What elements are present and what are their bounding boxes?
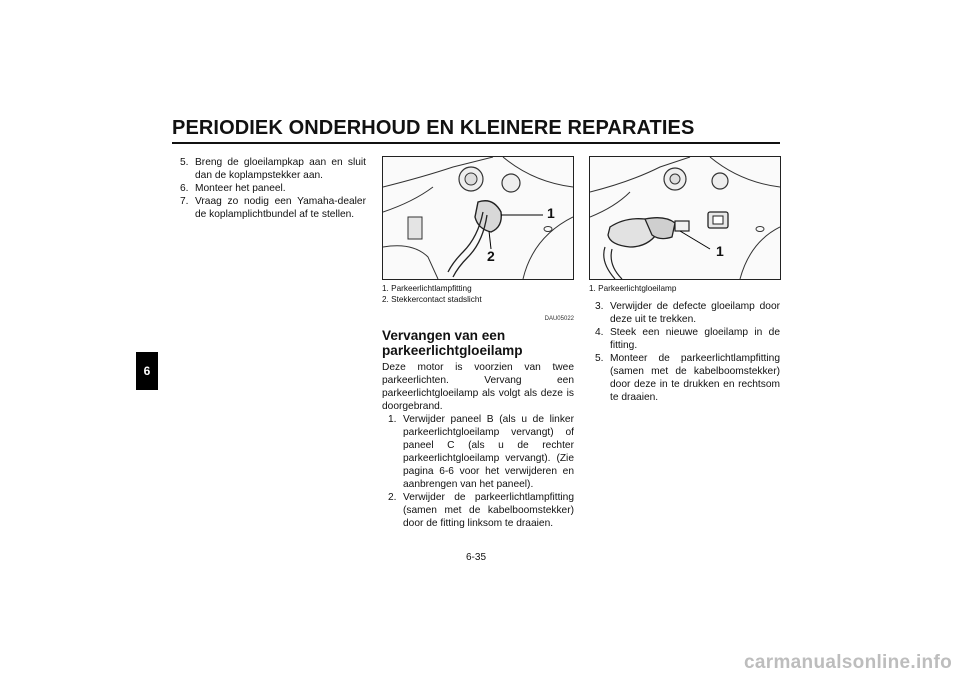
step-text: Verwijder de defecte gloeilamp door deze uit te trekken. xyxy=(610,300,780,325)
step-text: Verwijder de parkeerlichtlampfitting (samen met de kabelboomstekker) door de fitting linksom te draaien. xyxy=(403,492,574,529)
step-number: 5. xyxy=(180,157,189,168)
step-text: Verwijder paneel B (als u de linker parkeerlichtgloeilamp vervangt) of paneel C (als u de rechter parkeerlichtgloeilamp vervangt). (Zie pagina 6-6 voor het verwijderen en aanbrengen van het paneel). xyxy=(403,414,574,490)
parking-light-illustration xyxy=(383,157,573,279)
list-item xyxy=(180,195,366,221)
callout-2: 2 xyxy=(487,248,495,264)
section-heading: Vervangen van een parkeerlichtgloeilamp xyxy=(382,328,523,358)
caption-line: 1. Parkeerlichtlampfitting xyxy=(382,284,472,293)
title-rule xyxy=(172,142,780,144)
section-tab: 6 xyxy=(136,352,158,390)
figure-caption xyxy=(382,284,574,305)
page-title: PERIODIEK ONDERHOUD EN KLEINERE REPARATIES xyxy=(172,117,695,139)
figure-caption xyxy=(589,284,780,295)
step-number: 3. xyxy=(595,300,604,312)
callout-1: 1 xyxy=(547,205,555,221)
callout-1: 1 xyxy=(716,243,724,259)
list-item xyxy=(180,182,366,195)
column-3 xyxy=(589,156,780,404)
page-number: 6-35 xyxy=(466,552,487,563)
list-item xyxy=(595,326,780,352)
figure-parking-light-fitting xyxy=(382,156,574,280)
list-item xyxy=(180,156,366,182)
caption-line: 1. Parkeerlichtgloeilamp xyxy=(589,284,677,293)
list-item xyxy=(595,300,780,326)
step-text: Monteer de parkeerlichtlampfitting (samen met de kabelboomstekker) door deze in te drukken en rechtsom te draaien. xyxy=(610,352,780,403)
step-number: 4. xyxy=(595,326,604,338)
intro-paragraph: Deze motor is voorzien van twee parkeerlichten. Vervang een parkeerlichtgloeilamp als volgt als deze is doorgebrand. xyxy=(382,362,574,412)
step-number: 1. xyxy=(388,414,397,425)
list-item xyxy=(388,413,574,491)
list-item xyxy=(595,352,780,404)
watermark: carmanualsonline.info xyxy=(744,652,952,673)
figure-parking-light-bulb xyxy=(589,156,781,280)
step-text: Monteer het paneel. xyxy=(195,183,286,194)
bulb-illustration xyxy=(590,157,780,279)
steps-list xyxy=(595,300,780,404)
column-2 xyxy=(382,156,574,530)
step-text: Steek een nieuwe gloeilamp in de fitting. xyxy=(610,326,780,351)
step-number: 5. xyxy=(595,352,604,364)
step-text: Vraag zo nodig een Yamaha-dealer de koplamplichtbundel af te stellen. xyxy=(195,196,366,220)
steps-list xyxy=(388,413,574,530)
caption-line: 2. Stekkercontact stadslicht xyxy=(382,294,482,304)
step-text: Breng de gloeilampkap aan en sluit dan de koplampstekker aan. xyxy=(195,157,366,181)
step-number: 2. xyxy=(388,492,397,503)
list-item xyxy=(388,491,574,530)
section-code: DAU05022 xyxy=(544,316,574,322)
column-1 xyxy=(180,156,366,221)
step-number: 7. xyxy=(180,196,189,207)
step-number: 6. xyxy=(180,183,189,194)
